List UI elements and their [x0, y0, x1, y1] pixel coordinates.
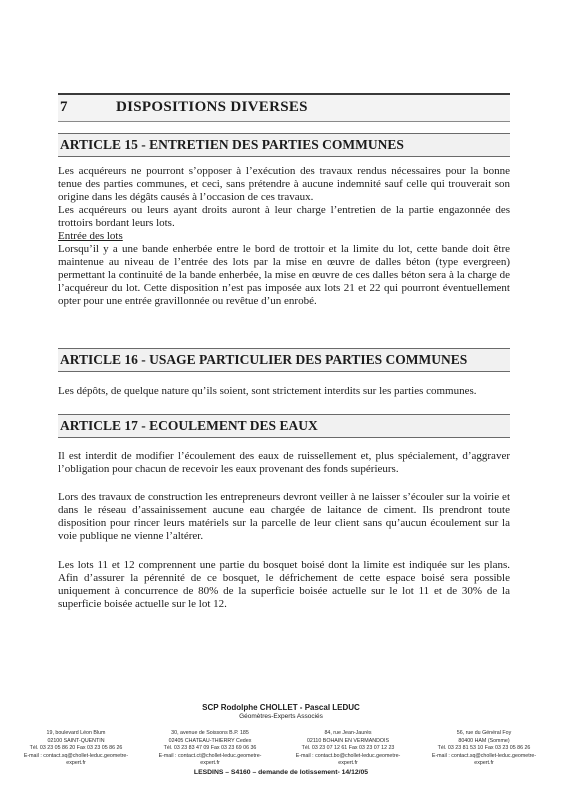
article-17-header	[58, 414, 510, 438]
office-address-4	[424, 730, 544, 768]
article-15-paragraph-3: Lorsqu’il y a une bande enherbée entre le bord de trottoir et la limite du lot, cette bande doit être maintenue au niveau de l’entrée des lots par la mise en œuvre de dalles béton (type evergreen) permettant la continuité de la bande enherbée, la mise en œuvre de ces dalles béton sera à la charge de l’acquéreur du lot. Cette disposition n’est pas imposée aux lots 21 et 22 qui pourront éventuellement opter pour une entrée gravillonnée ou revêtue d’un enrobé.	[58, 243, 510, 307]
section-number: 7	[60, 99, 68, 115]
office-3-city: 02110 BOHAIN EN VERMANDOIS	[306, 737, 390, 744]
article-17-paragraph-3: Les lots 11 et 12 comprennent une partie du bosquet boisé dont la limite est indiquée sur les plans. Afin d’assurer la pérennité de ce bosquet, le défrichement de cette espace boisé sera possible uniquement à concurrence de 80% de la superficie boisée actuelle sur le lot 11 et de 30% de la superficie boisée actuelle sur le lot 12.	[58, 559, 510, 610]
article-15-paragraph-1: Les acquéreurs ne pourront s’opposer à l’exécution des travaux rendus nécessaires pour la bonne tenue des parties communes, et ceci, sans prétendre à aucune indemnité sauf celle qui trouverait son origine dans les dégâts causés à l’occasion de ces travaux.	[58, 165, 510, 203]
article-16-paragraph-1: Les dépôts, de quelque nature qu’ils soient, sont strictement interdits sur les parties communes.	[58, 385, 477, 397]
office-1-email[interactable]: E-mail : contact.sq@chollet-leduc.geometre-expert.fr	[23, 752, 129, 766]
office-2-email[interactable]: E-mail : contact.ct@chollet-leduc.geometre-expert.fr	[158, 752, 262, 766]
office-address-2	[150, 730, 270, 768]
article-15-paragraph-2: Les acquéreurs ou leurs ayant droits auront à leur charge l’entretien de la partie engazonnée des trottoirs bordant leurs lots.	[58, 204, 510, 229]
article-16-header	[58, 348, 510, 372]
office-2-phone: Tél. 03 23 83 47 09 Fax 03 23 69 06 36	[163, 745, 257, 751]
article-17-title: ARTICLE 17 - ECOULEMENT DES EAUX	[60, 418, 318, 433]
office-3-phone: Tél. 03 23 07 12 61 Fax 03 23 07 12 23	[301, 745, 395, 751]
office-3-street: 84, rue Jean-Jaurès	[324, 730, 372, 736]
office-address-3	[288, 730, 408, 768]
article-17-body-2	[58, 491, 510, 543]
section-title: DISPOSITIONS DIVERSES	[116, 99, 308, 115]
office-4-email[interactable]: E-mail : contact.sq@chollet-leduc.geometre-expert.fr	[431, 752, 537, 766]
office-3-email[interactable]: E-mail : contact.bo@chollet-leduc.geometre-expert.fr	[295, 752, 401, 766]
article-17-paragraph-1: Il est interdit de modifier l’écoulement des eaux de ruissellement et, plus spécialement, d’aggraver l’obligation pour chacun de recevoir les eaux provenant des fonds supérieurs.	[58, 450, 510, 475]
footer-firm-name: SCP Rodolphe CHOLLET - Pascal LEDUC	[202, 703, 360, 712]
article-16-body	[58, 385, 510, 398]
article-17-body-3	[58, 559, 510, 611]
office-2-city: 02405 CHATEAU-THIERRY Cedex	[168, 737, 252, 744]
office-1-city: 02100 SAINT-QUENTIN	[47, 737, 105, 744]
article-17-paragraph-2: Lors des travaux de construction les entrepreneurs devront veiller à ne laisser s’écouler sur la voirie et dans le réseau d’assainissement aucune eau chargée de laitance de ciment. Ils prendront toute disposition pour rincer leurs matériels sur la parcelle de leur client sans qu’aucun écoulement sur la voie publique ne vienne l’altérer.	[58, 491, 510, 542]
office-2-street: 30, avenue de Soissons B.P. 185	[171, 730, 249, 736]
article-16-title: ARTICLE 16 - USAGE PARTICULIER DES PARTIES COMMUNES	[60, 352, 468, 367]
office-4-street: 56, rue du Général Foy	[456, 730, 512, 736]
office-4-phone: Tél. 03 23 81 53 10 Fax 03 23 05 86 26	[437, 745, 531, 751]
article-15-body	[58, 165, 510, 308]
article-15-title: ARTICLE 15 - ENTRETIEN DES PARTIES COMMUNES	[60, 137, 404, 152]
document-reference: LESDINS – S4160 – demande de lotissement- 14/12/05	[193, 769, 369, 776]
office-1-phone: Tél. 03 23 05 86 20 Fax 03 23 05 86 26	[29, 745, 123, 751]
article-15-subheading: Entrée des lots	[58, 230, 123, 242]
footer-subtitle: Géomètres-Experts Associés	[239, 713, 323, 720]
office-address-1	[16, 730, 136, 768]
office-4-city: 80400 HAM (Somme)	[458, 737, 510, 744]
article-15-header	[58, 133, 510, 157]
section-header	[58, 93, 510, 122]
article-17-body	[58, 450, 510, 476]
office-1-street: 19, boulevard Léon Blum	[46, 730, 106, 736]
